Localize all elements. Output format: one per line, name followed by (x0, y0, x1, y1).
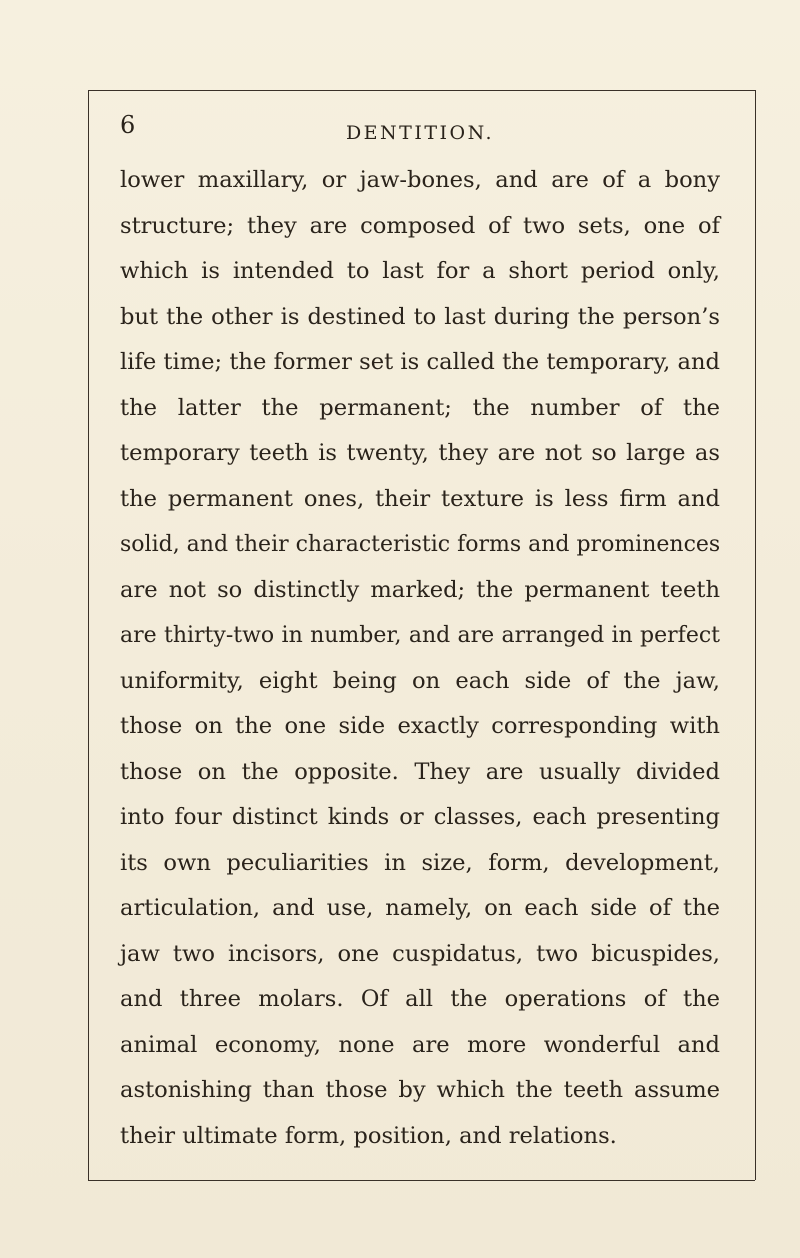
text-line: articulation, and use, namely, on each side of the (120, 895, 720, 921)
page-number: 6 (120, 111, 136, 139)
text-line: and three molars. Of all the operations of the (120, 986, 720, 1012)
text-line: but the other is destined to last during the person’s (120, 303, 720, 330)
text-line: animal economy, none are more wonderful and (120, 1031, 720, 1058)
text-line: structure; they are composed of two sets, one of (120, 212, 720, 239)
frame-left-rule (88, 90, 89, 1180)
frame-bottom-rule (88, 1180, 755, 1181)
text-line: temporary teeth is twenty, they are not so large as (120, 440, 720, 466)
text-line: the permanent ones, their texture is less firm and (120, 485, 720, 512)
running-head: DENTITION. (345, 122, 495, 144)
text-line: those on the one side exactly corresponding with (120, 713, 720, 739)
frame-right-rule (755, 90, 756, 1180)
text-line: those on the opposite. They are usually divided (120, 758, 720, 785)
text-line: lower maxillary, or jaw-bones, and are of a bony (120, 167, 720, 193)
text-line: uniformity, eight being on each side of the jaw, (120, 667, 720, 694)
text-line: are thirty-two in number, and are arranged in perfect (120, 623, 720, 648)
text-line: life time; the former set is called the temporary, and (120, 349, 720, 375)
body-text (120, 158, 720, 1159)
text-line: which is intended to last for a short period only, (120, 258, 720, 284)
text-line: into four distinct kinds or classes, each presenting (120, 804, 720, 830)
text-line-last: their ultimate form, position, and relations. (120, 1122, 617, 1149)
frame-top-rule (88, 90, 755, 91)
text-line: its own peculiarities in size, form, development, (120, 849, 720, 876)
text-line: the latter the permanent; the number of the (120, 394, 720, 421)
text-line: astonishing than those by which the teeth assume (120, 1077, 720, 1103)
text-line: solid, and their characteristic forms and prominences (120, 532, 721, 557)
text-line: jaw two incisors, one cuspidatus, two bicuspides, (120, 940, 720, 967)
text-line: are not so distinctly marked; the permanent teeth (120, 576, 720, 603)
